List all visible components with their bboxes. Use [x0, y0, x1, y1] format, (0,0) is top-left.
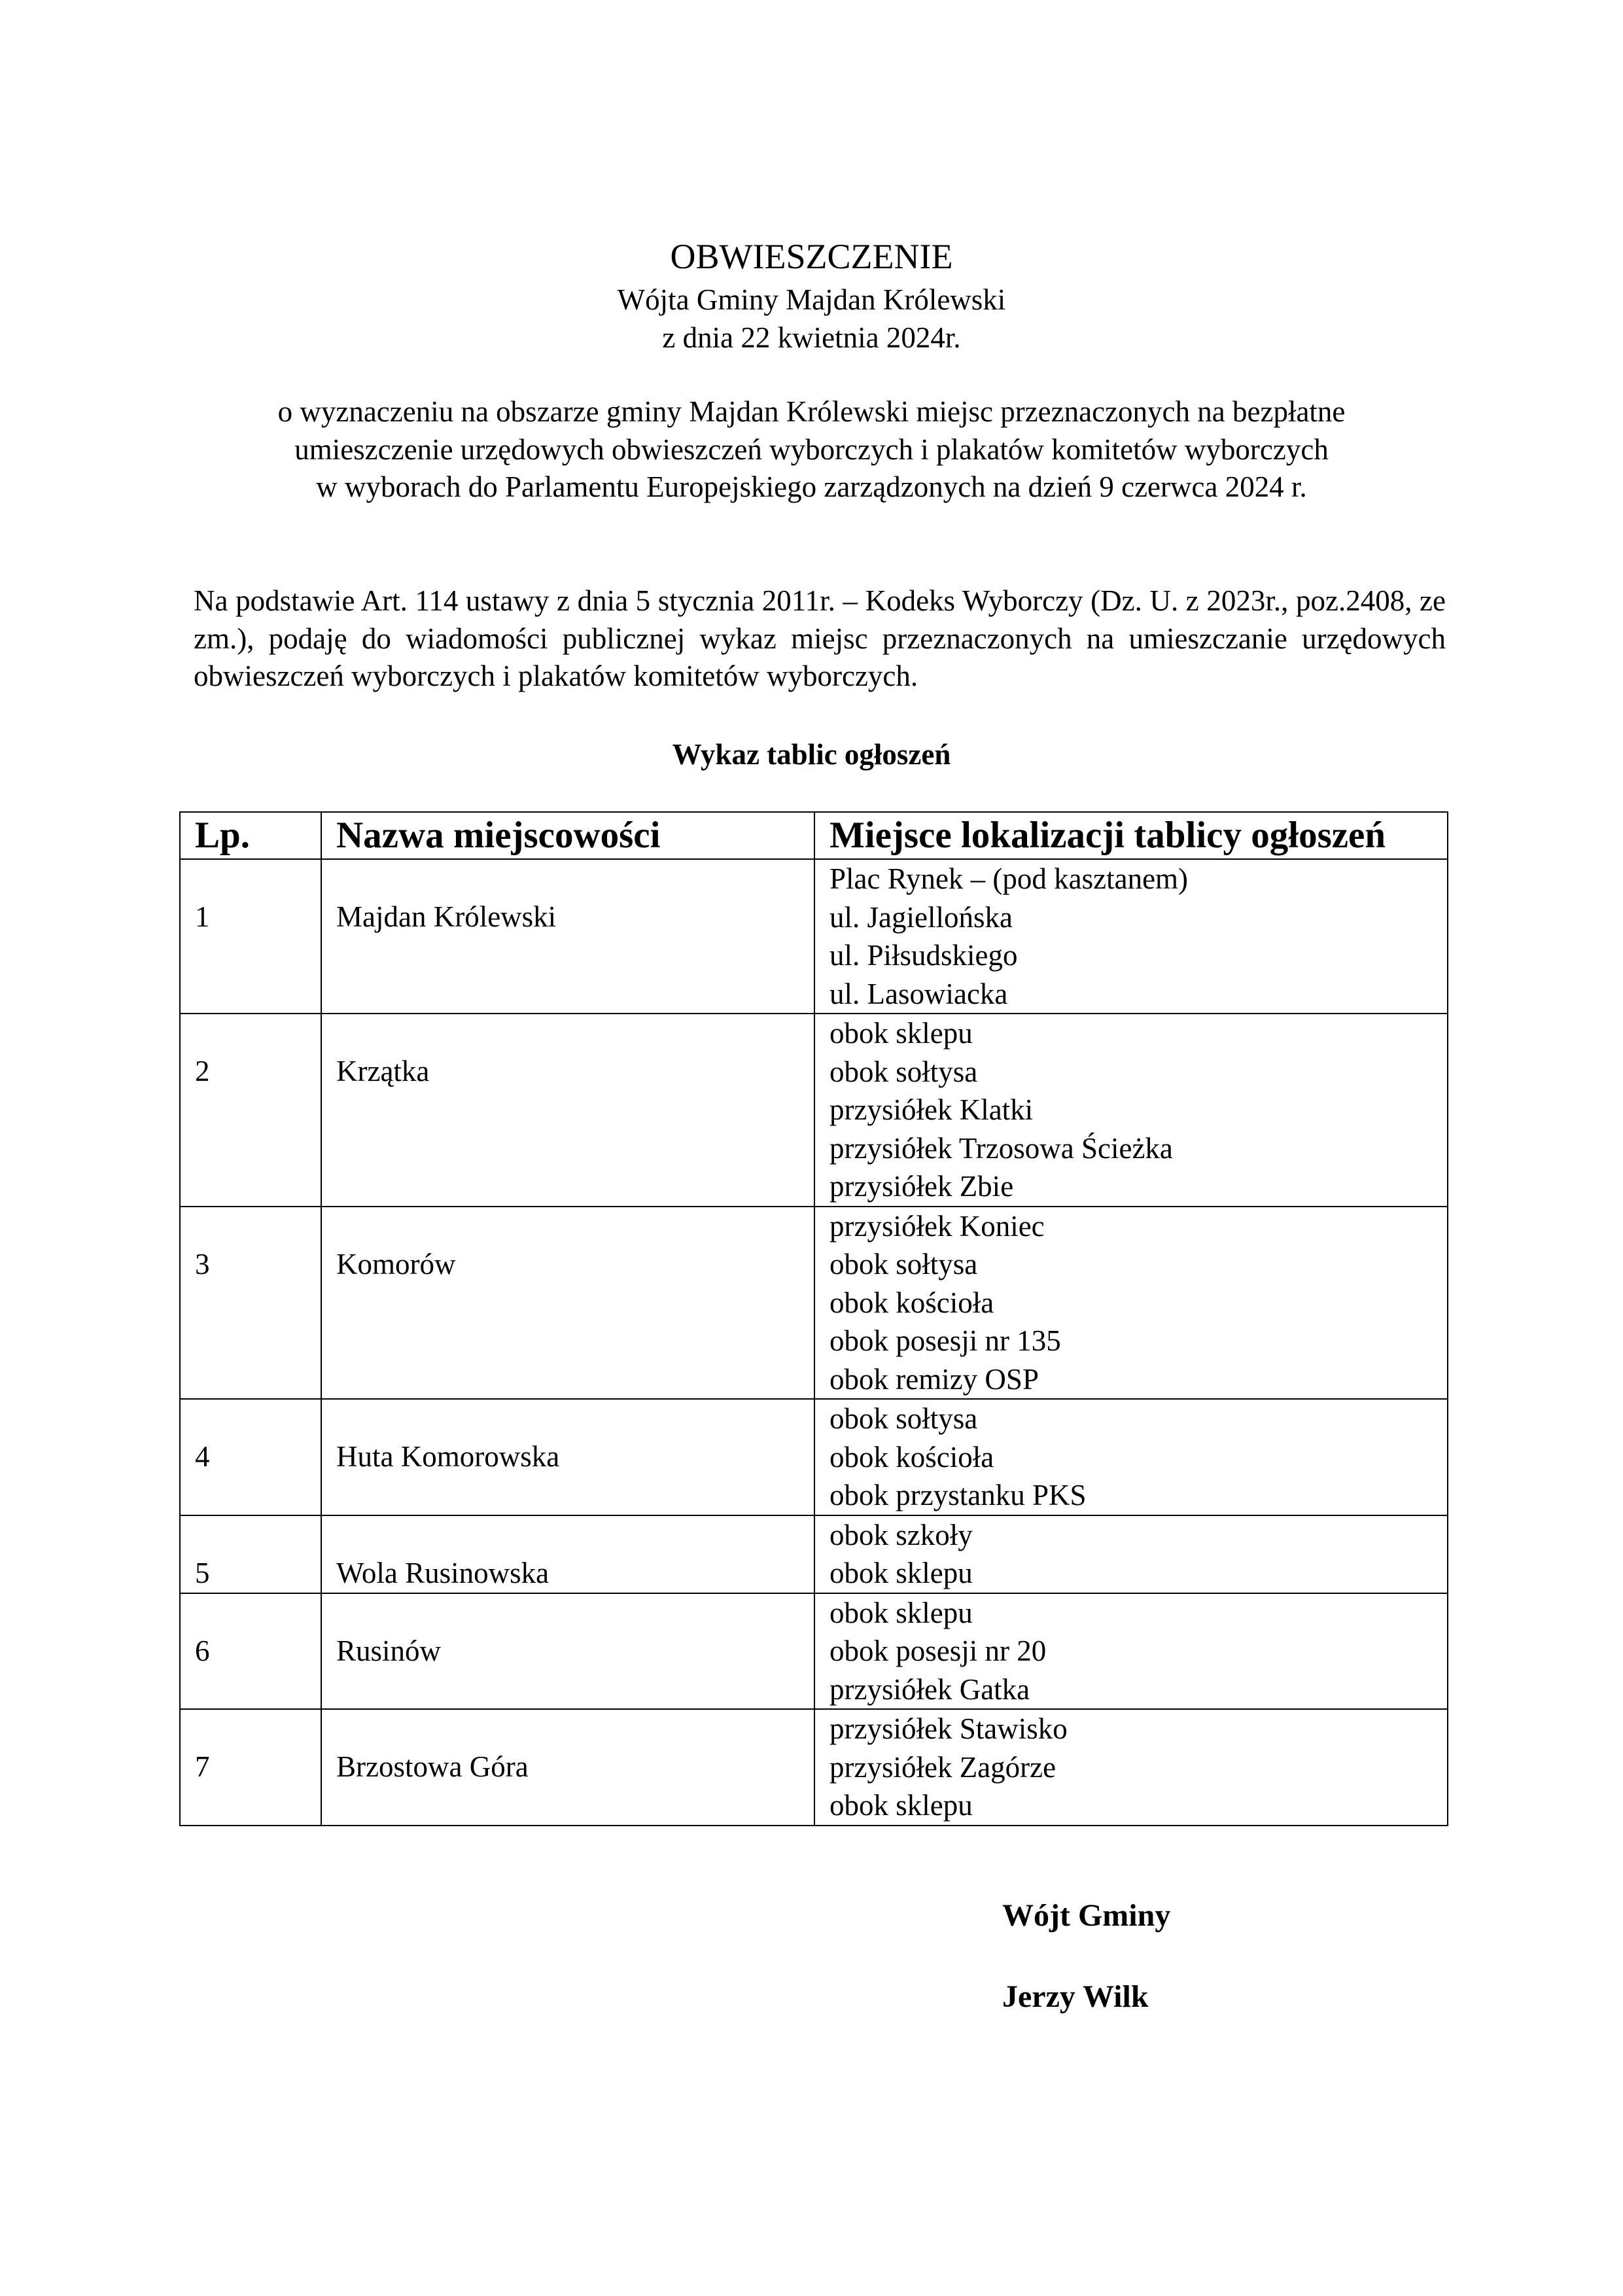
table-row: [180, 1399, 1448, 1515]
cell-place-name: [321, 1207, 814, 1400]
table-header-row: [180, 812, 1448, 859]
location-item: obok szkoły: [829, 1518, 973, 1551]
row-number: 6: [195, 1634, 210, 1667]
cell-locations: [814, 1207, 1448, 1400]
table-row: [180, 1207, 1448, 1400]
legal-basis-paragraph: Na podstawie Art. 114 ustawy z dnia 5 stycznia 2011r. – Kodeks Wyborczy (Dz. U. z 2023r., poz.2408, ze zm.), podaję do wiadomości publicznej wykaz miejsc przeznaczonych na umieszczanie urzędowych obwieszczeń wyborczych i plakatów komitetów wyborczych.: [194, 584, 1446, 692]
cell-lp: [180, 1515, 321, 1593]
notice-boards-table: [179, 811, 1448, 1826]
table-body: [180, 859, 1448, 1826]
column-header-name: Nazwa miejscowości: [321, 812, 814, 859]
location-item: obok kościoła: [829, 1286, 994, 1319]
place-name: Wola Rusinowska: [336, 1556, 550, 1589]
place-name: Brzostowa Góra: [336, 1750, 529, 1783]
location-item: przysiółek Stawisko: [829, 1712, 1068, 1745]
location-item: przysiółek Gatka: [829, 1672, 1030, 1706]
table-row: [180, 859, 1448, 1014]
location-item: przysiółek Trzosowa Ścieżka: [829, 1131, 1173, 1165]
cell-locations: [814, 1515, 1448, 1593]
cell-lp: [180, 1709, 321, 1826]
subject-line: o wyznaczeniu na obszarze gminy Majdan Królewski miejsc przeznaczonych na bezpłatne: [277, 395, 1346, 428]
cell-lp: [180, 1399, 321, 1515]
cell-lp: [180, 1207, 321, 1400]
list-heading: Wykaz tablic ogłoszeń: [672, 738, 951, 771]
row-number: 1: [195, 900, 210, 933]
location-item: obok sklepu: [829, 1017, 973, 1050]
location-item: obok sklepu: [829, 1789, 973, 1822]
location-item: przysiółek Klatki: [829, 1093, 1034, 1126]
cell-lp: [180, 859, 321, 1014]
document-title: OBWIESZCZENIE: [670, 237, 953, 276]
cell-locations: [814, 859, 1448, 1014]
location-item: obok sołtysa: [829, 1402, 978, 1435]
location-item: obok kościoła: [829, 1440, 994, 1474]
location-item: obok sołtysa: [829, 1248, 978, 1280]
location-item: obok posesji nr 135: [829, 1324, 1061, 1357]
cell-place-name: [321, 1399, 814, 1515]
subject-line: w wyborach do Parlamentu Europejskiego zarządzonych na dzień 9 czerwca 2024 r.: [316, 470, 1307, 503]
row-number: 4: [195, 1440, 210, 1473]
place-name: Majdan Królewski: [336, 900, 557, 933]
subject-line: umieszczenie urzędowych obwieszczeń wyborczych i plakatów komitetów wyborczych: [294, 433, 1329, 466]
location-item: obok sklepu: [829, 1557, 973, 1589]
location-item: obok posesji nr 20: [829, 1634, 1047, 1667]
row-number: 7: [195, 1750, 210, 1783]
column-header-location: Miejsce lokalizacji tablicy ogłoszeń: [814, 812, 1448, 859]
location-item: obok sklepu: [829, 1596, 973, 1629]
cell-locations: [814, 1399, 1448, 1515]
signature-name: Jerzy Wilk: [1002, 1979, 1149, 2014]
cell-place-name: [321, 1014, 814, 1207]
location-item: Plac Rynek – (pod kasztanem): [829, 862, 1189, 895]
row-number: 2: [195, 1055, 210, 1087]
cell-place-name: [321, 1709, 814, 1826]
table-row: [180, 1515, 1448, 1593]
place-name: Rusinów: [336, 1634, 442, 1667]
date-line: z dnia 22 kwietnia 2024r.: [662, 321, 961, 354]
place-name: Komorów: [336, 1247, 456, 1280]
location-item: obok remizy OSP: [829, 1362, 1039, 1396]
place-name: Huta Komorowska: [336, 1440, 560, 1473]
location-item: ul. Piłsudskiego: [829, 939, 1018, 972]
cell-lp: [180, 1014, 321, 1207]
table-row: [180, 1709, 1448, 1826]
location-item: przysiółek Koniec: [829, 1209, 1045, 1243]
row-number: 3: [195, 1247, 210, 1280]
cell-place-name: [321, 1515, 814, 1593]
cell-locations: [814, 1593, 1448, 1710]
cell-locations: [814, 1709, 1448, 1826]
cell-locations: [814, 1014, 1448, 1207]
location-item: obok sołtysa: [829, 1055, 978, 1088]
signature-role: Wójt Gminy: [1002, 1898, 1171, 1933]
location-item: przysiółek Zbie: [829, 1170, 1014, 1203]
table-row: [180, 1593, 1448, 1710]
issuer-line: Wójta Gminy Majdan Królewski: [617, 283, 1006, 316]
cell-lp: [180, 1593, 321, 1710]
location-item: ul. Lasowiacka: [829, 977, 1008, 1010]
location-item: ul. Jagiellońska: [829, 900, 1013, 934]
row-number: 5: [195, 1556, 210, 1589]
cell-place-name: [321, 859, 814, 1014]
place-name: Krzątka: [336, 1055, 430, 1087]
location-item: przysiółek Zagórze: [829, 1750, 1056, 1784]
location-item: obok przystanku PKS: [829, 1479, 1087, 1511]
column-header-lp: Lp.: [180, 812, 321, 859]
table-row: [180, 1014, 1448, 1207]
subject-block: [0, 393, 1623, 506]
cell-place-name: [321, 1593, 814, 1710]
